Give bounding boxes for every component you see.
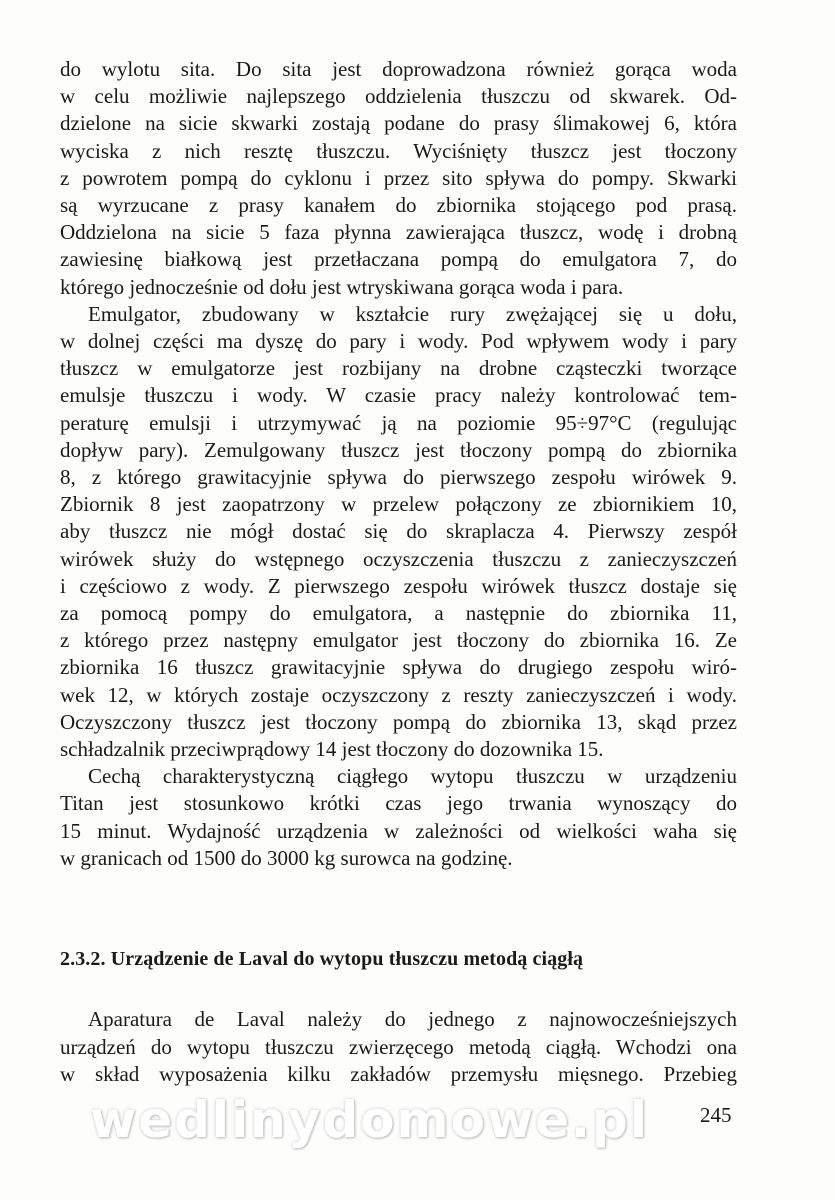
- text-line: dzielone na sicie skwarki zostają podane do prasy ślimakowej 6, która: [60, 111, 737, 136]
- text-line: w dolnej części ma dyszę do pary i wody. Pod wpływem wody i pary: [60, 329, 737, 353]
- watermark: wedlinydomowe.pl: [90, 1091, 649, 1149]
- text-line: z powrotem pompą do cyklonu i przez sito spływa do pompy. Skwarki: [60, 165, 737, 190]
- text-line: Titan jest stosunkowo krótki czas jego trwania wynoszący do: [60, 791, 737, 816]
- text-line: Oczyszczony tłuszcz jest tłoczony pompą do zbiornika 13, skąd przez: [60, 709, 737, 734]
- section-heading: 2.3.2. Urządzenie de Laval do wytopu tłuszczu metodą ciągłą: [60, 948, 584, 970]
- text-line: w celu możliwie najlepszego oddzielenia tłuszczu od skwarek. Od-: [60, 84, 737, 109]
- text-line: są wyrzucane z prasy kanałem do zbiornika stojącego pod prasą.: [60, 193, 737, 217]
- text-line: Emulgator, zbudowany w kształcie rury zwężającej się u dołu,: [88, 301, 737, 326]
- text-line: Aparatura de Laval należy do jednego z najnowocześniejszych: [88, 1007, 737, 1031]
- text-line: tłuszcz w emulgatorze jest rozbijany na drobne cząsteczki tworzące: [60, 356, 737, 381]
- text-line: emulsje tłuszczu i wody. W czasie pracy należy kontrolować tem-: [60, 383, 737, 408]
- text-line: wyciska z nich resztę tłuszczu. Wyciśnięty tłuszcz jest tłoczony: [60, 138, 737, 163]
- text-line: którego jednocześnie od dołu jest wtryskiwana gorąca woda i para.: [60, 274, 624, 299]
- text-line: dopływ pary). Zemulgowany tłuszcz jest tłoczony pompą do zbiornika: [60, 437, 737, 462]
- text-line: za pomocą pompy do emulgatora, a następnie do zbiornika 11,: [60, 601, 737, 625]
- text-line: Oddzielona na sicie 5 faza płynna zawierająca tłuszcz, wodę i drobną: [60, 220, 737, 245]
- text-line: wek 12, w których zostaje oczyszczony z reszty zanieczyszczeń i wody.: [60, 682, 737, 707]
- text-line: Zbiornik 8 jest zaopatrzony w przelew połączony ze zbiornikiem 10,: [60, 492, 737, 517]
- text-line: zbiornika 16 tłuszcz grawitacyjnie spływa do drugiego zespołu wiró-: [60, 655, 737, 680]
- text-line: urządzeń do wytopu tłuszczu zwierzęcego metodą ciągłą. Wchodzi ona: [60, 1034, 737, 1059]
- text-line: zawiesinę białkową jest przetłaczana pompą do emulgatora 7, do: [60, 247, 737, 272]
- text-line: peraturę emulsji i utrzymywać ją na poziomie 95÷97°C (regulując: [60, 410, 737, 435]
- text-line: w granicach od 1500 do 3000 kg surowca na godzinę.: [60, 845, 513, 870]
- text-line: do wylotu sita. Do sita jest doprowadzona również gorąca woda: [60, 57, 737, 81]
- text-line: schładzalnik przeciwprądowy 14 jest tłoczony do dozownika 15.: [60, 737, 604, 761]
- page-number: 245: [700, 1103, 732, 1127]
- text-line: w skład wyposażenia kilku zakładów przemysłu mięsnego. Przebieg: [60, 1062, 737, 1086]
- text-line: i częściowo z wody. Z pierwszego zespołu wirówek tłuszcz dostaje się: [60, 573, 737, 598]
- text-line: 15 minut. Wydajność urządzenia w zależności od wielkości waha się: [60, 818, 737, 843]
- text-line: Cechą charakterystyczną ciągłego wytopu tłuszczu w urządzeniu: [88, 764, 737, 789]
- text-line: aby tłuszcz nie mógł dostać się do skraplacza 4. Pierwszy zespół: [60, 519, 737, 544]
- text-line: z którego przez następny emulgator jest tłoczony do zbiornika 16. Ze: [60, 628, 737, 653]
- text-line: wirówek służy do wstępnego oczyszczenia tłuszczu z zanieczyszczeń: [60, 546, 737, 571]
- text-line: 8, z którego grawitacyjnie spływa do pierwszego zespołu wirówek 9.: [60, 465, 737, 489]
